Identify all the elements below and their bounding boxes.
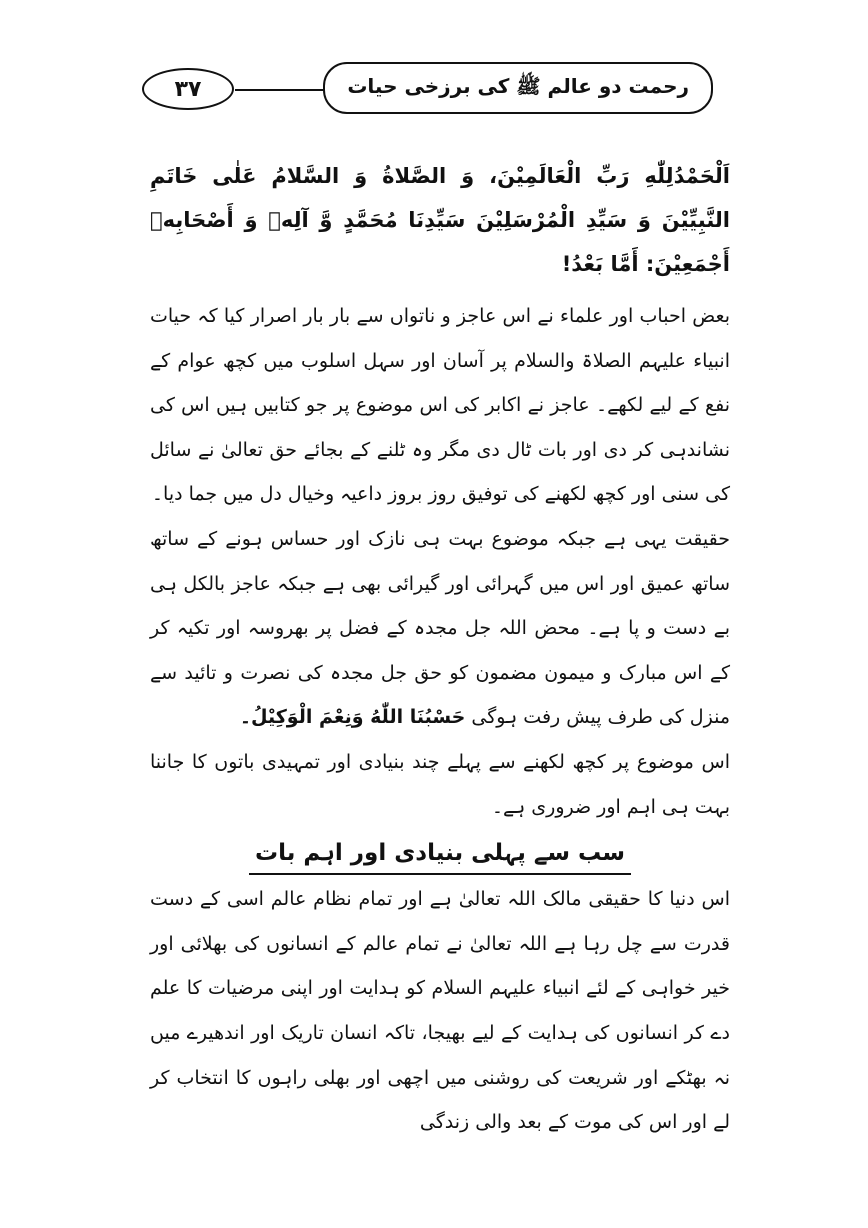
page-body — [150, 154, 730, 1145]
running-title: رحمت دو عالم ﷺ کی برزخی حیات — [347, 73, 689, 98]
page-number: ۳۷ — [174, 76, 202, 102]
page-header — [0, 58, 868, 122]
section-heading: سب سے پہلی بنیادی اور اہم بات — [249, 833, 631, 875]
page-number-oval — [142, 68, 234, 110]
hasbunallah-quote: حَسْبُنَا اللّٰهُ وَنِعْمَ الْوَكِیْلُ۔ — [239, 706, 466, 729]
paragraph-request: بعض احباب اور علماء نے اس عاجز و ناتواں سے بار بار اصرار کیا کہ حیات انبیاء علیہم الصلاۃ والسلام پر آسان اور سہل اسلوب میں کچھ عوام کے نفع کے لیے لکھے۔ عاجز نے اکابر کی اس موضوع پر جو کتابیں ہیں اس کی نشاندہی کر دی اور بات ٹال دی مگر وہ ٹلنے کے بجائے حق تعالیٰ نے سائل کی سنی اور کچھ لکھنے کی توفیق روز بروز داعیہ وخیال دل میں جما دیا۔ — [150, 305, 730, 506]
opening-dua: اَلْحَمْدُلِلّٰهِ رَبِّ الْعَالَمِیْنَ، وَ الصَّلاةُ وَ السَّلامُ عَلٰی خَاتَمِ النَّبِیِّیْنَ وَ سَیِّدِ الْمُرْسَلِیْنَ سَیِّدِنَا مُحَمَّدٍ وَّ آلِهٖ وَ أَصْحَابِهٖ أَجْمَعِیْنَ: أَمَّا بَعْدُ! — [150, 164, 730, 276]
section-heading-wrap — [150, 833, 730, 875]
paragraph-first-point: اس دنیا کا حقیقی مالک اللہ تعالیٰ ہے اور تمام نظام عالم اسی کے دست قدرت سے چل رہا ہے اللہ تعالیٰ نے تمام عالم کے انسانوں کی بھلائی اور خیر خواہی کے لئے انبیاء علیہم السلام کو ہدایت اور اپنی مرضیات کا علم دے کر انسانوں کی ہدایت کے لیے بھیجا، تاکہ انسان تاریک اور اندھیرے میں نہ بھٹکے اور شریعت کی روشنی میں اچھی اور بھلی راہوں کا انتخاب کر لے اور اس کی موت کے بعد والی زندگی — [150, 888, 730, 1134]
paragraph-reality — [150, 517, 730, 740]
running-title-box — [323, 62, 713, 114]
paragraph-reality-text: حقیقت یہی ہے جبکہ موضوع بہت ہی نازک اور حساس ہونے کے ساتھ ساتھ عمیق اور اس میں گہرائی اور گیرائی بھی ہے جبکہ عاجز بالکل ہی بے دست و پا ہے۔ محض اللہ جل مجدہ کے فضل پر بھروسہ اور تکیہ کر کے اس مبارک و میمون مضمون کو حق جل مجدہ کی نصرت و تائید سے منزل کی طرف پیش رفت ہوگی — [150, 527, 730, 729]
paragraph-intro: اس موضوع پر کچھ لکھنے سے پہلے چند بنیادی اور تمہیدی باتوں کا جاننا بہت ہی اہم اور ضروری ہے۔ — [150, 750, 730, 818]
